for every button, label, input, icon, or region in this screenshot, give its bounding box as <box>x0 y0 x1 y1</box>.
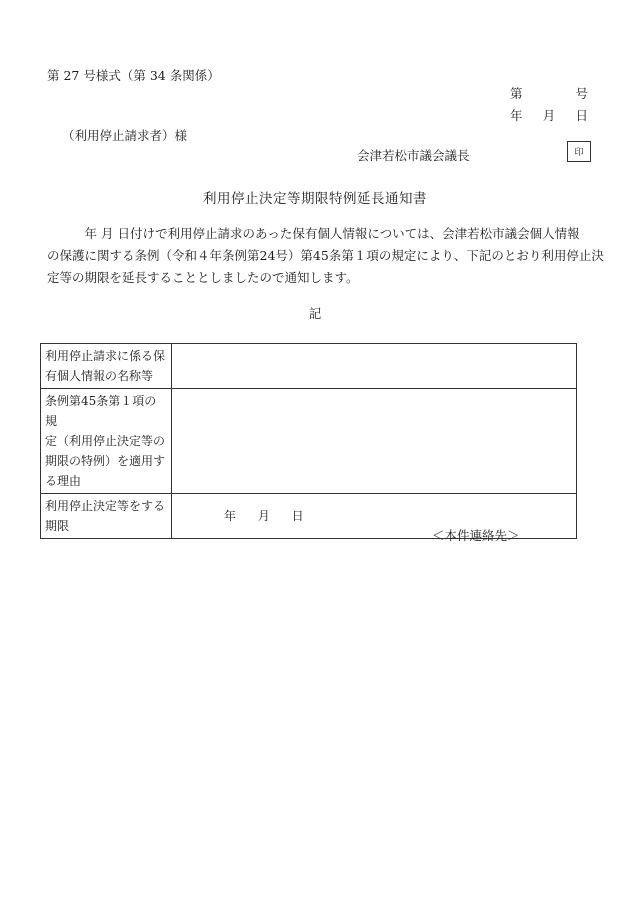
table-value-cell <box>172 389 577 494</box>
table-value-cell <box>172 344 577 389</box>
seal-box <box>567 141 591 162</box>
issue-date-month: 月 <box>542 108 556 123</box>
deadline-year: 年 <box>224 509 237 523</box>
label-line: 期限 <box>45 519 70 533</box>
label-line: 期限の特例）を適用す <box>45 454 166 468</box>
issue-date-year: 年 <box>510 108 523 123</box>
deadline-day: 日 <box>291 509 304 523</box>
deadline-month: 月 <box>257 509 270 523</box>
label-line: 条例第45条第１項の規 <box>45 394 157 428</box>
body-line-3: 定等の期限を延長することとしましたので通知します。 <box>47 270 359 285</box>
table-row <box>41 344 577 389</box>
label-line: 有個人情報の名称等 <box>45 369 154 383</box>
recipient: （利用停止請求者）様 <box>62 128 188 143</box>
contact-heading: ＜本件連絡先＞ <box>432 528 520 543</box>
document-title: 利用停止決定等期限特例延長通知書 <box>203 191 427 207</box>
body-line-1: 年 月 日付けで利用停止請求のあった保有個人情報については、会津若松市議会個人情報 <box>47 226 580 241</box>
label-line: 利用停止決定等をする <box>45 499 166 513</box>
table-label-cell <box>41 389 172 494</box>
document-number-suffix: 号 <box>575 86 588 101</box>
table-label-cell <box>41 344 172 389</box>
info-table <box>40 343 577 539</box>
issue-date-row <box>510 108 588 130</box>
body-text <box>47 223 604 289</box>
seal-label: 印 <box>574 148 584 158</box>
document-number-prefix: 第 <box>510 86 523 101</box>
label-line: 利用停止請求に係る保 <box>45 349 166 363</box>
label-line: る理由 <box>45 474 82 488</box>
form-number: 第 27 号様式（第 34 条関係） <box>47 68 220 83</box>
issue-date-day: 日 <box>575 108 588 123</box>
label-line: 定（利用停止決定等の <box>45 434 166 448</box>
deadline-date <box>224 506 322 526</box>
table-row <box>41 389 577 494</box>
ki-heading: 記 <box>308 306 322 321</box>
sender: 会津若松市議会議長 <box>357 148 470 163</box>
document-number-row <box>510 86 588 108</box>
table-label-cell <box>41 494 172 539</box>
document-number-date-block <box>510 86 588 130</box>
body-line-2: の保護に関する条例（令和４年条例第24号）第45条第１項の規定により、下記のとおり利用停止決 <box>47 248 604 263</box>
